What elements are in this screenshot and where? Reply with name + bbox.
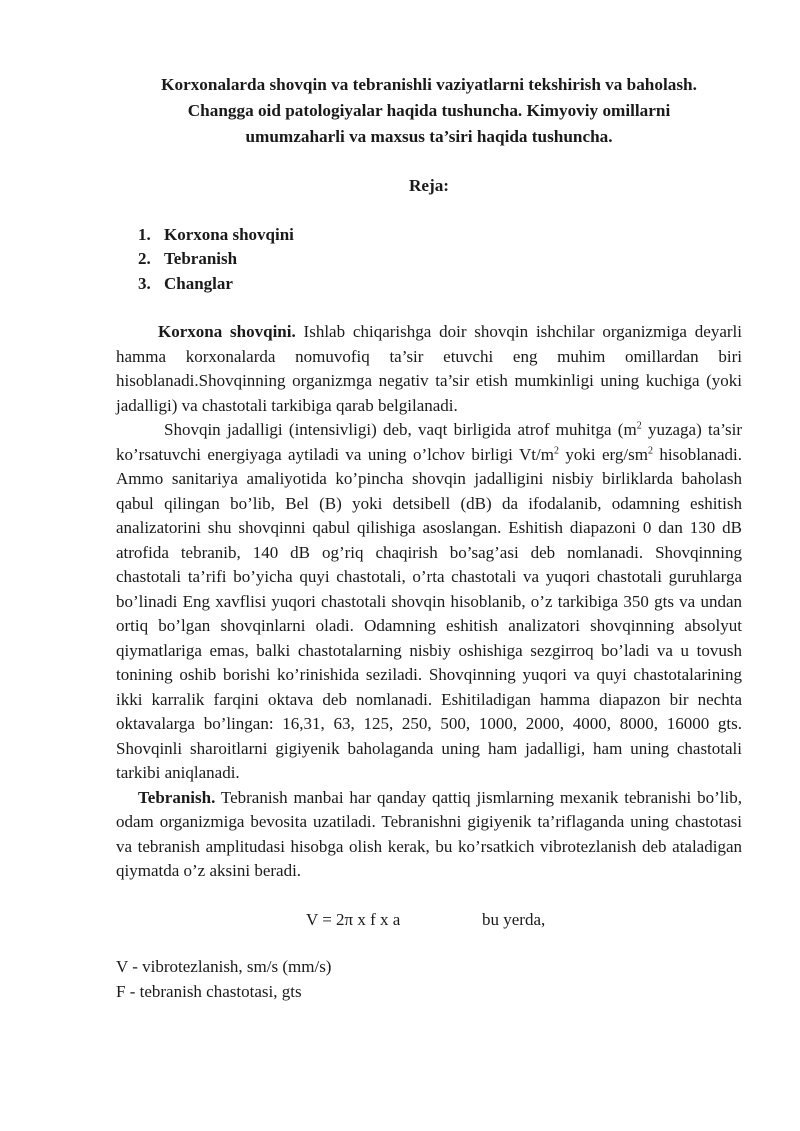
paragraph-noise-intro <box>116 320 742 418</box>
plan-item-number: 2. <box>138 249 151 268</box>
section-lead-noise: Korxona shovqini. <box>158 322 296 341</box>
paragraph-vibration <box>116 786 742 884</box>
superscript: 2 <box>636 420 642 432</box>
paragraph-text: yoki erg/sm <box>558 444 648 464</box>
paragraph-noise-intensity <box>116 418 742 786</box>
definition-item: F - tebranish chastotasi, gts <box>116 981 302 1001</box>
section-lead-vibration: Tebranish. <box>138 787 216 807</box>
plan-item <box>116 223 742 248</box>
superscript: 2 <box>553 444 559 456</box>
paragraph-text: hisoblanadi. Ammo sanitariya amaliyotida ko’pincha shovqin jadalligini nisbiy birliklarda baholash qabul qilingan bo’lib, Bel (B) yoki detsibell (dB) da ifodalanib, odamning eshitish analizatorini shu shovqinni qabul qilishiga asoslangan. Eshitish diapazoni 0 dan 130 dB atrofida tebranib, 140 dB og’riq chaqirish bo’sag’asi deb nomlanadi. Shovqinning chastotali ta’rifi bo’yicha quyi chastotali, o’rta chastotali va yuqori chastotali guruhlarga bo’linadi Eng xavflisi yuqori chastotali shovqin hisoblanib, o’z tarkibiga 350 gts va undan ortiq bo’lgan shovqinlarni oladi. Odamning eshitish analizatori shovqinning absolyut qiymatlariga emas, balki chastotalarning nisbiy oshishiga sezgirroq bo’ladi va u tovush tonining oshib borishi ko’rinishida seziladi. Shovqinning yuqori va quyi chastotalarining ikki karralik farqini oktava deb nomlanadi. Eshitiladigan hamma diapazon bir nechta oktavalarga bo’lingan: 16,31, 63, 125, 250, 500, 1000, 2000, 4000, 8000, 16000 gts. Shovqinli sharoitlarni gigiyenik baholaganda uning ham jadalligi, ham uning chastotali tarkibi aniqlanadi. <box>116 444 742 782</box>
document-page <box>116 72 742 1004</box>
paragraph-text: Ishlab chiqarishga doir shovqin ishchilar organizmiga deyarli hamma korxonalarda nomuvofiq ta’sir etuvchi eng muhim omillardan biri hisoblanadi.Shovqinning organizmga negativ ta’sir etish mumkinligi uning kuchiga (yoki jadalligi) va chastotali tarkibiga qarab belgilanadi. <box>116 322 742 415</box>
paragraph-text: yuzaga) ta’sir ko’rsatuvchi energiyaga aytiladi va uning o’lchov birligi Vt/m <box>116 420 743 464</box>
paragraph-text: Shovqin jadalligi (intensivligi) deb, vaqt birligida atrof muhitga (m <box>164 420 637 439</box>
title-line-2: Changga oid patologiyalar haqida tushuncha. Kimyoviy omillarni <box>187 101 671 120</box>
plan-item-number: 3. <box>138 273 151 293</box>
definitions-list <box>116 955 742 1004</box>
plan-item-label: Korxona shovqini <box>164 224 294 244</box>
superscript: 2 <box>647 444 653 456</box>
formula-where: bu yerda, <box>482 909 546 929</box>
title-line-1: Korxonalarda shovqin va tebranishli vaziyatlarni tekshirish va baholash. <box>161 75 697 94</box>
plan-item-label: Tebranish <box>164 249 238 268</box>
formula-equation: V = 2π x f x a <box>306 909 401 929</box>
formula-line <box>116 908 742 933</box>
plan-item-label: Changlar <box>164 273 233 293</box>
plan-item <box>116 247 742 272</box>
definition-item: V - vibrotezlanish, sm/s (mm/s) <box>116 957 332 976</box>
plan-item-number: 1. <box>138 224 151 244</box>
plan-heading: Reja: <box>408 176 450 195</box>
plan-item <box>116 272 742 297</box>
document-title <box>116 72 742 150</box>
paragraph-text: Tebranish manbai har qanday qattiq jismlarning mexanik tebranishi bo’lib, odam organizmiga bevosita uzatiladi. Tebranishni gigiyenik ta’riflaganda uning chastotasi va tebranish amplitudasi hisobga olish kerak, bu ko’rsatkich vibrotezlanish deb ataladigan qiymatda o’z aksini beradi. <box>116 787 742 880</box>
plan-list <box>116 223 742 297</box>
title-line-3: umumzaharli va maxsus ta’siri haqida tushuncha. <box>245 127 613 146</box>
